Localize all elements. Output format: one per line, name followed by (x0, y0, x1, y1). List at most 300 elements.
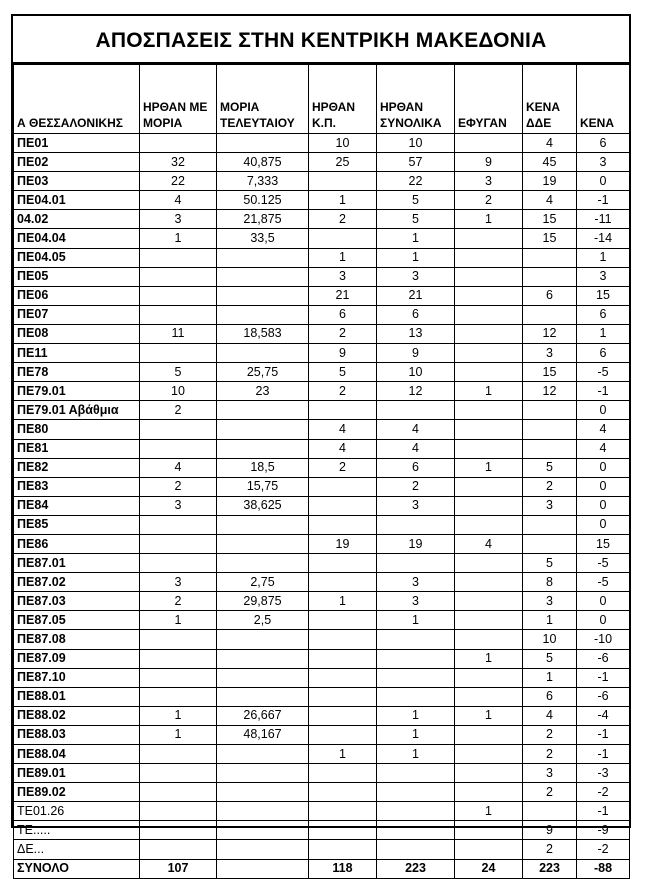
cell-left (455, 496, 523, 515)
cell-arrived-points: 4 (140, 458, 217, 477)
cell-arrived-points (140, 687, 217, 706)
cell-arrived-kp (309, 229, 377, 248)
cell-arrived-points (140, 515, 217, 534)
cell-last-points: 15,75 (217, 477, 309, 496)
cell-specialty: ΤΕ..... (14, 821, 140, 840)
cell-left (455, 344, 523, 363)
cell-last-points (217, 515, 309, 534)
cell-arrived-points: 3 (140, 573, 217, 592)
cell-specialty: ΠΕ80 (14, 420, 140, 439)
cell-specialty: ΠΕ07 (14, 305, 140, 324)
cell-last-points: 7,333 (217, 172, 309, 191)
header-arrived-total: ΗΡΘΑΝ ΣΥΝΟΛΙΚΑ (377, 65, 455, 134)
cell-last-points: 21,875 (217, 210, 309, 229)
cell-left (455, 477, 523, 496)
cell-vacancies: -2 (577, 783, 630, 802)
cell-arrived-points: 22 (140, 172, 217, 191)
cell-left (455, 630, 523, 649)
cell-arrived-total: 6 (377, 305, 455, 324)
cell-vacancies-dde: 4 (523, 191, 577, 210)
cell-arrived-kp (309, 802, 377, 821)
cell-vacancies: -10 (577, 630, 630, 649)
header-vacancies-dde: ΚΕΝΑ ΔΔΕ (523, 65, 577, 134)
cell-specialty: ΠΕ84 (14, 496, 140, 515)
cell-vacancies: 4 (577, 420, 630, 439)
cell-left: 1 (455, 382, 523, 401)
cell-specialty: ΠΕ05 (14, 267, 140, 286)
cell-vacancies: 6 (577, 134, 630, 153)
cell-arrived-points (140, 534, 217, 553)
cell-left (455, 554, 523, 573)
cell-arrived-points: 32 (140, 153, 217, 172)
cell-last-points (217, 439, 309, 458)
cell-vacancies: -1 (577, 802, 630, 821)
cell-arrived-points: 5 (140, 363, 217, 382)
cell-arrived-points: 107 (140, 859, 217, 878)
cell-arrived-points (140, 267, 217, 286)
cell-arrived-kp (309, 668, 377, 687)
cell-vacancies: 0 (577, 515, 630, 534)
cell-specialty: ΠΕ88.01 (14, 687, 140, 706)
cell-arrived-points: 11 (140, 324, 217, 343)
cell-specialty: ΠΕ87.02 (14, 573, 140, 592)
cell-vacancies-dde (523, 401, 577, 420)
cell-specialty: ΠΕ88.02 (14, 706, 140, 725)
cell-arrived-total (377, 840, 455, 859)
cell-vacancies: -6 (577, 687, 630, 706)
cell-left (455, 573, 523, 592)
table-row (14, 420, 630, 439)
cell-vacancies: 15 (577, 286, 630, 305)
cell-arrived-kp (309, 764, 377, 783)
cell-arrived-total: 13 (377, 324, 455, 343)
table-row (14, 153, 630, 172)
cell-left: 1 (455, 649, 523, 668)
cell-arrived-kp (309, 172, 377, 191)
cell-vacancies-dde: 12 (523, 324, 577, 343)
cell-arrived-points (140, 305, 217, 324)
cell-vacancies-dde: 5 (523, 649, 577, 668)
cell-left: 24 (455, 859, 523, 878)
cell-specialty: ΠΕ06 (14, 286, 140, 305)
table-row (14, 821, 630, 840)
cell-vacancies-dde (523, 267, 577, 286)
table-row (14, 802, 630, 821)
cell-vacancies-dde: 2 (523, 840, 577, 859)
cell-arrived-kp: 10 (309, 134, 377, 153)
cell-left: 4 (455, 534, 523, 553)
cell-arrived-total: 2 (377, 477, 455, 496)
cell-specialty: ΠΕ86 (14, 534, 140, 553)
cell-vacancies-dde (523, 420, 577, 439)
cell-arrived-kp (309, 630, 377, 649)
cell-vacancies-dde: 15 (523, 229, 577, 248)
cell-last-points: 23 (217, 382, 309, 401)
cell-vacancies-dde: 4 (523, 706, 577, 725)
cell-arrived-points (140, 649, 217, 668)
table-row (14, 229, 630, 248)
header-last-points: ΜΟΡΙΑ ΤΕΛΕΥΤΑΙΟΥ (217, 65, 309, 134)
cell-last-points (217, 344, 309, 363)
cell-arrived-points: 2 (140, 401, 217, 420)
cell-arrived-total: 3 (377, 496, 455, 515)
cell-arrived-kp: 2 (309, 210, 377, 229)
cell-arrived-total: 1 (377, 611, 455, 630)
cell-vacancies-dde: 3 (523, 344, 577, 363)
header-arrived-points: ΗΡΘΑΝ ΜΕ ΜΟΡΙΑ (140, 65, 217, 134)
cell-left (455, 515, 523, 534)
cell-vacancies-dde: 1 (523, 611, 577, 630)
cell-arrived-total: 21 (377, 286, 455, 305)
cell-arrived-kp: 25 (309, 153, 377, 172)
cell-vacancies-dde (523, 439, 577, 458)
cell-arrived-total (377, 821, 455, 840)
table-row (14, 630, 630, 649)
table-row (14, 649, 630, 668)
table-row (14, 496, 630, 515)
cell-vacancies-dde: 2 (523, 725, 577, 744)
cell-vacancies-dde: 5 (523, 458, 577, 477)
cell-specialty: ΠΕ78 (14, 363, 140, 382)
cell-arrived-kp (309, 515, 377, 534)
cell-vacancies: 4 (577, 439, 630, 458)
cell-specialty: ΠΕ79.01 (14, 382, 140, 401)
cell-last-points: 18,583 (217, 324, 309, 343)
cell-left: 1 (455, 210, 523, 229)
cell-arrived-points (140, 286, 217, 305)
cell-arrived-total: 223 (377, 859, 455, 878)
cell-arrived-total: 9 (377, 344, 455, 363)
cell-arrived-kp (309, 821, 377, 840)
cell-arrived-points (140, 134, 217, 153)
cell-last-points (217, 764, 309, 783)
cell-last-points (217, 649, 309, 668)
cell-arrived-points: 1 (140, 229, 217, 248)
table-row (14, 783, 630, 802)
cell-specialty: ΠΕ08 (14, 324, 140, 343)
header-left: ΕΦΥΓΑΝ (455, 65, 523, 134)
cell-arrived-total: 57 (377, 153, 455, 172)
cell-left (455, 687, 523, 706)
cell-last-points (217, 783, 309, 802)
cell-left (455, 267, 523, 286)
cell-left (455, 668, 523, 687)
cell-vacancies-dde (523, 515, 577, 534)
cell-last-points: 26,667 (217, 706, 309, 725)
cell-arrived-points (140, 745, 217, 764)
cell-arrived-kp: 1 (309, 191, 377, 210)
cell-left (455, 229, 523, 248)
cell-arrived-points (140, 420, 217, 439)
cell-vacancies: -2 (577, 840, 630, 859)
cell-vacancies-dde: 3 (523, 496, 577, 515)
cell-left (455, 745, 523, 764)
total-row (14, 859, 630, 878)
cell-arrived-total: 5 (377, 191, 455, 210)
cell-vacancies-dde: 5 (523, 554, 577, 573)
cell-arrived-total (377, 649, 455, 668)
cell-arrived-points: 1 (140, 611, 217, 630)
cell-last-points (217, 248, 309, 267)
cell-vacancies: 6 (577, 344, 630, 363)
cell-vacancies-dde (523, 248, 577, 267)
cell-vacancies: -1 (577, 191, 630, 210)
cell-arrived-points: 3 (140, 210, 217, 229)
table-row (14, 515, 630, 534)
cell-vacancies: -14 (577, 229, 630, 248)
cell-arrived-total (377, 802, 455, 821)
table-row (14, 764, 630, 783)
cell-specialty: ΠΕ02 (14, 153, 140, 172)
cell-left (455, 420, 523, 439)
cell-vacancies: -1 (577, 745, 630, 764)
cell-last-points (217, 840, 309, 859)
cell-vacancies: 0 (577, 401, 630, 420)
cell-vacancies: -6 (577, 649, 630, 668)
cell-arrived-points (140, 764, 217, 783)
cell-arrived-kp (309, 401, 377, 420)
cell-arrived-total (377, 401, 455, 420)
cell-vacancies-dde: 3 (523, 764, 577, 783)
cell-left (455, 363, 523, 382)
cell-arrived-total (377, 515, 455, 534)
cell-last-points (217, 401, 309, 420)
cell-specialty: ΠΕ88.03 (14, 725, 140, 744)
cell-last-points (217, 668, 309, 687)
cell-left: 1 (455, 706, 523, 725)
cell-vacancies: 1 (577, 248, 630, 267)
cell-vacancies-dde (523, 305, 577, 324)
table-row (14, 458, 630, 477)
cell-arrived-kp: 6 (309, 305, 377, 324)
cell-vacancies: 0 (577, 611, 630, 630)
document-frame (11, 14, 631, 876)
cell-last-points (217, 859, 309, 878)
cell-vacancies-dde: 10 (523, 630, 577, 649)
cell-arrived-total: 1 (377, 248, 455, 267)
cell-vacancies-dde: 15 (523, 210, 577, 229)
cell-vacancies-dde: 2 (523, 477, 577, 496)
table-row (14, 573, 630, 592)
cell-specialty: ΠΕ11 (14, 344, 140, 363)
cell-arrived-kp: 1 (309, 248, 377, 267)
cell-vacancies: -3 (577, 764, 630, 783)
cell-last-points (217, 267, 309, 286)
table-row (14, 687, 630, 706)
cell-specialty: ΠΕ85 (14, 515, 140, 534)
table-row (14, 191, 630, 210)
cell-arrived-points (140, 783, 217, 802)
cell-arrived-total: 4 (377, 439, 455, 458)
cell-vacancies: 0 (577, 592, 630, 611)
cell-arrived-kp (309, 611, 377, 630)
table-row (14, 745, 630, 764)
cell-last-points (217, 534, 309, 553)
cell-vacancies: 15 (577, 534, 630, 553)
cell-specialty: ΠΕ83 (14, 477, 140, 496)
cell-arrived-total: 12 (377, 382, 455, 401)
cell-specialty: ΠΕ04.05 (14, 248, 140, 267)
cell-left (455, 611, 523, 630)
cell-left (455, 286, 523, 305)
header-specialty: Α ΘΕΣΣΑΛΟΝΙΚΗΣ (14, 65, 140, 134)
cell-arrived-kp: 2 (309, 324, 377, 343)
cell-specialty: ΠΕ89.01 (14, 764, 140, 783)
cell-specialty: ΠΕ87.03 (14, 592, 140, 611)
cell-specialty: ΠΕ87.08 (14, 630, 140, 649)
cell-vacancies: 0 (577, 458, 630, 477)
cell-last-points (217, 745, 309, 764)
cell-last-points: 2,5 (217, 611, 309, 630)
cell-arrived-kp (309, 783, 377, 802)
cell-specialty: 04.02 (14, 210, 140, 229)
cell-left (455, 821, 523, 840)
cell-arrived-total: 1 (377, 725, 455, 744)
table-header (14, 65, 630, 134)
cell-specialty: ΠΕ81 (14, 439, 140, 458)
cell-vacancies-dde: 6 (523, 687, 577, 706)
table-row (14, 611, 630, 630)
cell-specialty: ΠΕ87.01 (14, 554, 140, 573)
cell-arrived-points: 1 (140, 706, 217, 725)
cell-vacancies: -4 (577, 706, 630, 725)
cell-last-points (217, 687, 309, 706)
cell-specialty: ΣΥΝΟΛΟ (14, 859, 140, 878)
cell-arrived-kp (309, 496, 377, 515)
cell-arrived-kp (309, 649, 377, 668)
cell-arrived-points (140, 248, 217, 267)
table-row (14, 248, 630, 267)
cell-vacancies-dde: 2 (523, 783, 577, 802)
cell-vacancies: 3 (577, 267, 630, 286)
cell-vacancies: -9 (577, 821, 630, 840)
cell-arrived-kp (309, 477, 377, 496)
cell-last-points (217, 802, 309, 821)
cell-specialty: ΠΕ87.05 (14, 611, 140, 630)
cell-vacancies: 1 (577, 324, 630, 343)
table-row (14, 840, 630, 859)
cell-specialty: ΠΕ04.04 (14, 229, 140, 248)
cell-arrived-points: 1 (140, 725, 217, 744)
cell-vacancies-dde: 2 (523, 745, 577, 764)
cell-arrived-total (377, 554, 455, 573)
table-row (14, 668, 630, 687)
cell-vacancies-dde: 45 (523, 153, 577, 172)
cell-arrived-points: 2 (140, 592, 217, 611)
placements-table (13, 64, 630, 879)
table-row (14, 382, 630, 401)
cell-arrived-kp: 5 (309, 363, 377, 382)
table-row (14, 401, 630, 420)
cell-vacancies-dde: 12 (523, 382, 577, 401)
cell-vacancies-dde: 6 (523, 286, 577, 305)
cell-arrived-total: 4 (377, 420, 455, 439)
cell-specialty: ΠΕ87.09 (14, 649, 140, 668)
table-row (14, 210, 630, 229)
table-body (14, 134, 630, 879)
cell-left (455, 305, 523, 324)
cell-arrived-total (377, 687, 455, 706)
cell-vacancies: -88 (577, 859, 630, 878)
cell-arrived-total: 3 (377, 573, 455, 592)
cell-left (455, 439, 523, 458)
cell-arrived-total: 3 (377, 267, 455, 286)
cell-last-points: 40,875 (217, 153, 309, 172)
cell-arrived-kp (309, 687, 377, 706)
cell-vacancies-dde: 8 (523, 573, 577, 592)
table-row (14, 286, 630, 305)
cell-vacancies: 0 (577, 172, 630, 191)
cell-arrived-kp: 1 (309, 745, 377, 764)
table-row (14, 267, 630, 286)
table-row (14, 554, 630, 573)
cell-vacancies-dde: 9 (523, 821, 577, 840)
cell-arrived-points: 3 (140, 496, 217, 515)
cell-arrived-kp (309, 573, 377, 592)
cell-arrived-total: 10 (377, 363, 455, 382)
cell-left (455, 248, 523, 267)
cell-arrived-kp: 21 (309, 286, 377, 305)
cell-vacancies-dde: 223 (523, 859, 577, 878)
cell-arrived-points: 4 (140, 191, 217, 210)
table-row (14, 134, 630, 153)
cell-arrived-points: 10 (140, 382, 217, 401)
cell-vacancies-dde: 3 (523, 592, 577, 611)
cell-specialty: ΠΕ88.04 (14, 745, 140, 764)
header-row (14, 65, 630, 134)
cell-left (455, 324, 523, 343)
cell-last-points: 25,75 (217, 363, 309, 382)
cell-arrived-points (140, 439, 217, 458)
cell-arrived-points: 2 (140, 477, 217, 496)
cell-specialty: ΤΕ01.26 (14, 802, 140, 821)
cell-arrived-points (140, 668, 217, 687)
cell-vacancies: -5 (577, 554, 630, 573)
cell-arrived-kp (309, 725, 377, 744)
cell-left: 1 (455, 458, 523, 477)
cell-last-points: 33,5 (217, 229, 309, 248)
cell-left (455, 401, 523, 420)
cell-arrived-total: 5 (377, 210, 455, 229)
cell-last-points: 38,625 (217, 496, 309, 515)
table-row (14, 305, 630, 324)
cell-specialty: ΠΕ87.10 (14, 668, 140, 687)
cell-last-points (217, 821, 309, 840)
cell-arrived-points (140, 821, 217, 840)
cell-arrived-total: 6 (377, 458, 455, 477)
cell-last-points (217, 305, 309, 324)
cell-arrived-points (140, 554, 217, 573)
table-row (14, 344, 630, 363)
table-row (14, 477, 630, 496)
cell-arrived-total (377, 764, 455, 783)
cell-vacancies-dde (523, 534, 577, 553)
cell-left (455, 840, 523, 859)
cell-left (455, 764, 523, 783)
cell-specialty: ΠΕ82 (14, 458, 140, 477)
cell-left: 1 (455, 802, 523, 821)
table-row (14, 725, 630, 744)
cell-vacancies: 0 (577, 496, 630, 515)
cell-last-points: 18,5 (217, 458, 309, 477)
table-row (14, 592, 630, 611)
cell-arrived-kp: 118 (309, 859, 377, 878)
cell-arrived-points (140, 840, 217, 859)
cell-arrived-kp: 19 (309, 534, 377, 553)
cell-left (455, 725, 523, 744)
cell-specialty: ΠΕ04.01 (14, 191, 140, 210)
cell-arrived-kp: 2 (309, 382, 377, 401)
